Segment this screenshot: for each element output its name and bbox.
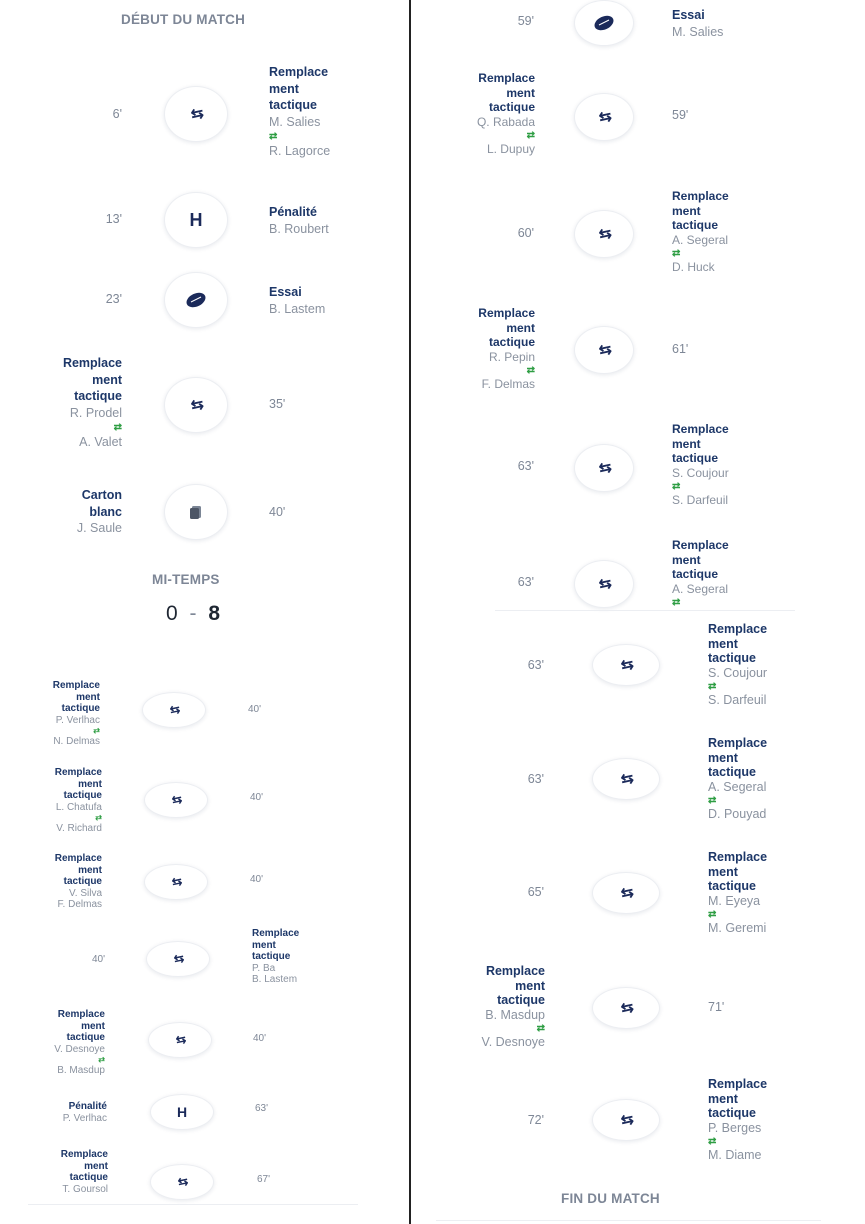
player-in: V. Desnoye [54, 1043, 105, 1055]
event-title: Remplace ment tactique [478, 306, 535, 349]
swap-icon: ⇄ [672, 597, 681, 608]
player-out: D. Huck [672, 260, 715, 274]
swap-icon: ⇄ [708, 909, 717, 920]
event-minute: 63' [517, 459, 534, 473]
player-out: V. Desnoye [481, 1035, 545, 1049]
player-in: B. Masdup [485, 1007, 545, 1022]
event-minute: 63' [527, 772, 544, 786]
substitution-icon: ⇆ [574, 326, 634, 374]
event-title: Carton blanc [81, 488, 122, 519]
substitution-icon: ⇆ [574, 210, 634, 258]
event-minute: 40' [250, 874, 264, 885]
swap-icon: ⇄ [672, 481, 681, 492]
player: P. Verlhac [62, 1112, 107, 1124]
event-minute: 40' [91, 954, 105, 965]
player-out: F. Delmas [57, 899, 102, 910]
event-title: Remplace ment tactique [708, 850, 768, 893]
halftime-label: MI-TEMPS [152, 572, 220, 587]
swap-icon: ⇄ [526, 130, 535, 141]
halftime-score [166, 602, 220, 626]
swap-icon: ⇄ [93, 726, 100, 735]
match-start-label: DÉBUT DU MATCH [121, 12, 246, 27]
event-title: Essai [269, 285, 302, 299]
rugby-ball-icon [164, 272, 228, 328]
event-minute: 6' [112, 107, 122, 121]
event-minute: 59' [672, 108, 689, 122]
event-title: Remplace ment tactique [54, 853, 102, 887]
substitution-icon: ⇆ [164, 86, 228, 142]
player-in: S. Coujour [708, 665, 768, 680]
substitution-icon: ⇆ [144, 864, 208, 900]
event-minute: 35' [269, 397, 286, 411]
player-in: A. Segeral [672, 581, 729, 596]
player-out: L. Dupuy [486, 142, 535, 156]
player-out: B. Masdup [57, 1065, 105, 1076]
player-in: P. Verlhac [55, 714, 100, 726]
player-in: R. Pepin [488, 349, 535, 364]
swap-icon: ⇄ [95, 813, 102, 822]
event-title: Remplace ment tactique [672, 189, 729, 232]
event-title: Essai [672, 8, 705, 22]
event-title: Remplace ment tactique [485, 964, 545, 1007]
event-title: Remplace ment tactique [62, 356, 122, 403]
event-title: Remplace ment tactique [708, 1077, 768, 1120]
goalpost-icon: H [150, 1094, 214, 1130]
substitution-icon: ⇆ [574, 560, 634, 608]
player-out: B. Lastem [252, 974, 298, 985]
player-in: A. Segeral [672, 232, 729, 247]
substitution-icon: ⇆ [574, 93, 634, 141]
match-end-label: FIN DU MATCH [561, 1191, 660, 1206]
substitution-icon: ⇆ [574, 444, 634, 492]
event-minute: 71' [708, 1000, 725, 1014]
substitution-icon: ⇆ [592, 758, 660, 800]
swap-icon: ⇄ [269, 131, 278, 142]
swap-icon: ⇄ [113, 422, 122, 433]
substitution-icon: ⇆ [592, 872, 660, 914]
substitution-icon: ⇆ [148, 1022, 212, 1058]
player-in: S. Coujour [672, 465, 729, 480]
substitution-icon: ⇆ [592, 644, 660, 686]
swap-icon: ⇄ [708, 795, 717, 806]
event-minute: 60' [517, 226, 534, 240]
player-in: P. Ba [252, 962, 276, 974]
player-out: N. Delmas [53, 736, 100, 747]
player-in: L. Chatufa [55, 801, 102, 813]
player-out: R. Lagorce [269, 144, 331, 158]
event-minute: 61' [672, 342, 689, 356]
event-title: Remplace ment tactique [269, 65, 329, 112]
substitution-icon: ⇆ [144, 782, 208, 818]
event-title: Remplace ment tactique [52, 680, 100, 714]
card-icon [164, 484, 228, 540]
event-minute: 40' [248, 704, 262, 715]
player: T. Goursol [62, 1183, 108, 1195]
player-in: P. Berges [708, 1120, 762, 1135]
player-out: M. Diame [708, 1148, 762, 1162]
score-separator: - [189, 602, 197, 625]
player-out: F. Delmas [481, 377, 535, 391]
player-in: M. Salies [269, 114, 321, 129]
event-minute: 40' [250, 792, 264, 803]
event-title: Pénalité [269, 205, 317, 219]
event-title: Remplace ment tactique [708, 736, 768, 779]
event-title: Remplace ment tactique [672, 422, 729, 465]
swap-icon: ⇄ [526, 365, 535, 376]
event-minute: 72' [527, 1113, 544, 1127]
event-minute: 63' [255, 1103, 269, 1114]
event-title: Remplace ment tactique [252, 928, 300, 962]
substitution-icon: ⇆ [592, 987, 660, 1029]
rugby-ball-icon [574, 0, 634, 46]
event-title: Pénalité [68, 1101, 107, 1112]
swap-icon: ⇄ [672, 248, 681, 259]
event-title: Remplace ment tactique [54, 767, 102, 801]
section-divider [495, 610, 795, 611]
event-title: Remplace ment tactique [478, 71, 535, 114]
event-minute: 40' [253, 1033, 267, 1044]
player-out: D. Pouyad [708, 807, 767, 821]
player-out: V. Richard [56, 823, 102, 834]
column-divider [409, 0, 411, 1224]
event-title: Remplace ment tactique [672, 538, 729, 581]
substitution-icon: ⇆ [164, 377, 228, 433]
player-out: S. Darfeuil [672, 493, 729, 507]
away-score: 8 [208, 602, 221, 625]
event-minute: 59' [517, 14, 534, 28]
swap-icon: ⇄ [708, 1136, 717, 1147]
event-minute: 23' [105, 292, 122, 306]
player-out: A. Valet [79, 435, 122, 449]
section-divider [28, 1204, 358, 1205]
player-out: M. Geremi [708, 921, 767, 935]
event-minute: 65' [527, 885, 544, 899]
event-minute: 67' [257, 1174, 271, 1185]
swap-icon: ⇄ [536, 1023, 545, 1034]
substitution-icon: ⇆ [150, 1164, 214, 1200]
player-in: Q. Rabada [476, 114, 535, 129]
event-minute: 63' [517, 575, 534, 589]
substitution-icon: ⇆ [142, 692, 206, 728]
event-minute: 13' [105, 212, 122, 226]
player-out: S. Darfeuil [708, 693, 767, 707]
player: B. Roubert [269, 221, 329, 236]
swap-icon: ⇄ [708, 681, 717, 692]
player-in: A. Segeral [708, 779, 767, 794]
swap-icon: ⇄ [98, 1055, 105, 1064]
event-title: Remplace ment tactique [57, 1009, 105, 1043]
player-in: R. Prodel [69, 405, 122, 420]
event-title: Remplace ment tactique [708, 622, 768, 665]
player: B. Lastem [269, 301, 326, 316]
substitution-icon: ⇆ [592, 1099, 660, 1141]
player-in: V. Silva [69, 887, 102, 899]
event-minute: 63' [527, 658, 544, 672]
event-minute: 40' [269, 505, 286, 519]
player: J. Saule [76, 521, 122, 535]
home-score: 0 [166, 602, 178, 625]
player: M. Salies [672, 24, 724, 39]
goalpost-icon: H [164, 192, 228, 248]
substitution-icon: ⇆ [146, 941, 210, 977]
event-title: Remplace ment tactique [60, 1149, 108, 1183]
player-in: M. Eyeya [708, 893, 761, 908]
section-divider [436, 1220, 821, 1221]
